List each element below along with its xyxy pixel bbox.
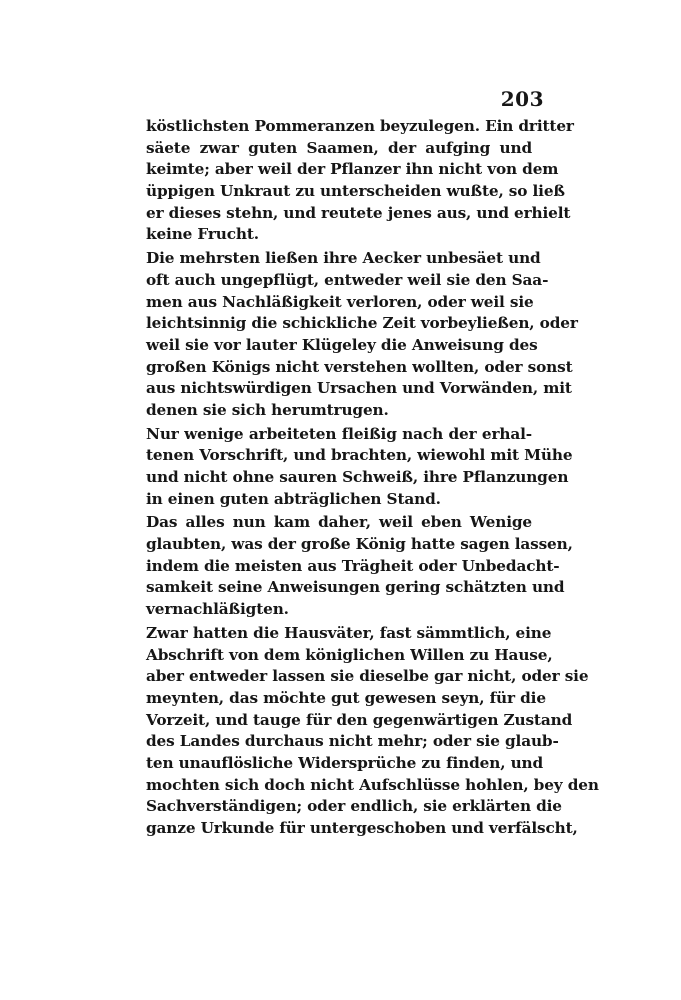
text-line: Abschrift von dem königlichen Willen zu Hause, — [146, 645, 553, 664]
text-line: Die mehrsten ließen ihre Aecker unbesäet und — [146, 249, 541, 268]
text-line: großen Königs nicht verstehen wollten, oder sonst — [146, 357, 573, 376]
text-line: Vorzeit, und tauge für den gegenwärtigen Zustand — [146, 710, 573, 729]
text-line: indem die meisten aus Trägheit oder Unbedacht- — [146, 556, 560, 575]
text-line: denen sie sich herumtrugen. — [146, 400, 389, 419]
text-line: mochten sich doch nicht Aufschlüsse hohlen, bey den — [146, 775, 599, 794]
text-line: Zwar hatten die Hausväter, fast sämmtlich, eine — [146, 623, 552, 642]
text-line: er dieses stehn, und reutete jenes aus, und erhielt — [146, 203, 571, 222]
text-line: men aus Nachläßigkeit verloren, oder weil sie — [146, 292, 534, 311]
text-line: ten unauflösliche Widersprüche zu finden, und — [146, 753, 544, 772]
text-line: keine Frucht. — [146, 225, 259, 244]
text-body — [146, 116, 599, 842]
paragraph — [146, 248, 578, 422]
text-line: in einen guten abträglichen Stand. — [146, 489, 441, 508]
text-line: Das alles nun kam daher, weil eben Wenige — [146, 513, 532, 532]
text-line: Nur wenige arbeiteten fleißig nach der erhal- — [146, 424, 532, 443]
text-line: aber entweder lassen sie dieselbe gar nicht, oder sie — [146, 667, 589, 686]
text-line: üppigen Unkraut zu unterscheiden wußte, so ließ — [146, 182, 565, 201]
text-line: weil sie vor lauter Klügeley die Anweisung des — [146, 335, 538, 354]
text-line: des Landes durchaus nicht mehr; oder sie glaub- — [146, 732, 559, 751]
paragraph — [146, 116, 574, 246]
text-line: köstlichsten Pommeranzen beyzulegen. Ein dritter — [146, 117, 574, 135]
page-number: 203 — [500, 87, 544, 111]
paragraph — [146, 623, 599, 840]
text-line: samkeit seine Anweisungen gering schätzten und — [146, 578, 565, 597]
text-line: vernachläßigten. — [146, 600, 289, 619]
text-line: meynten, das möchte gut gewesen seyn, für die — [146, 688, 546, 707]
text-line: und nicht ohne sauren Schweiß, ihre Pflanzungen — [146, 468, 569, 486]
text-line: aus nichtswürdigen Ursachen und Vorwänden, mit — [146, 379, 572, 398]
text-line: oft auch ungepflügt, entweder weil sie den Saa- — [146, 270, 549, 289]
paragraph — [146, 512, 573, 620]
text-line: tenen Vorschrift, und brachten, wiewohl mit Mühe — [146, 446, 573, 465]
paragraph — [146, 424, 573, 511]
text-line: glaubten, was der große König hatte sagen lassen, — [146, 535, 573, 554]
text-line: leichtsinnig die schickliche Zeit vorbeyließen, oder — [146, 314, 578, 333]
text-line: ganze Urkunde für untergeschoben und verfälscht, — [146, 819, 578, 837]
text-line: keimte; aber weil der Pflanzer ihn nicht von dem — [146, 160, 559, 179]
text-line: säete zwar guten Saamen, der aufging und — [146, 138, 532, 157]
text-line: Sachverständigen; oder endlich, sie erklärten die — [146, 797, 562, 816]
